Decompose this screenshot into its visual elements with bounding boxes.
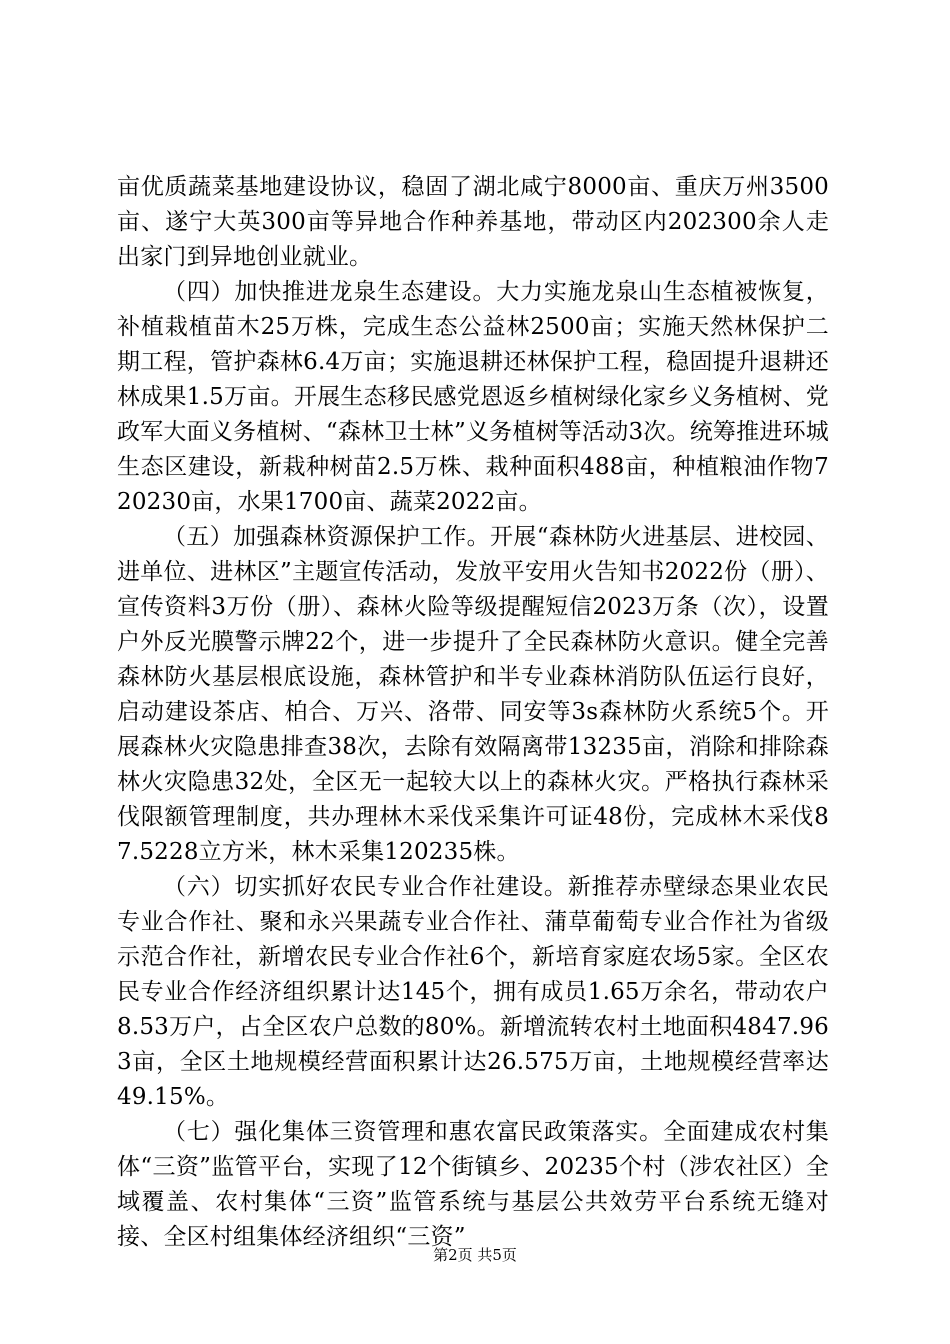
paragraph-forest-protection: （五）加强森林资源保护工作。开展“森林防火进基层、进校园、进单位、进林区”主题宣传活动，发放平安用火告知书2022份（册）、宣传资料3万份（册）、森林火险等级提醒短信2023万条（次），设置户外反光膜警示牌22个，进一步提升了全民森林防火意识。健全完善森林防火基层根底设施，森林管护和半专业森林消防队伍运行良好，启动建设茶店、柏合、万兴、洛带、同安等3s森林防火系统5个。开展森林火灾隐患排查38次，去除有效隔离带13235亩，消除和排除森林火灾隐患32处，全区无一起较大以上的森林火灾。严格执行森林采伐限额管理制度，共办理林木采伐采集许可证48份，完成林木采伐87.5228立方米，林木采集120235株。 <box>117 524 829 865</box>
paragraph-collective-assets: （七）强化集体三资管理和惠农富民政策落实。全面建成农村集体“三资”监管平台，实现了12个街镇乡、20235个村（涉农社区）全域覆盖、农村集体“三资”监管系统与基层公共效劳平台系统无缝对接、全区村组集体经济组织“三资” <box>117 1119 829 1250</box>
paragraph-ecology: （四）加快推进龙泉生态建设。大力实施龙泉山生态植被恢复，补植栽植苗木25万株，完成生态公益林2500亩；实施天然林保护二期工程，管护森林6.4万亩；实施退耕还林保护工程，稳固提升退耕还林成果1.5万亩。开展生态移民感党恩返乡植树绿化家乡义务植树、党政军大面义务植树、“森林卫士林”义务植树等活动3次。统筹推进环城生态区建设，新栽种树苗2.5万株、栽种面积488亩，种植粮油作物720230亩，水果1700亩、蔬菜2022亩。 <box>117 279 829 515</box>
page-number: 第2页 共5页 <box>433 1246 517 1264</box>
paragraph-continuation: 亩优质蔬菜基地建设协议，稳固了湖北咸宁8000亩、重庆万州3500亩、遂宁大英300亩等异地合作种养基地，带动区内202300余人走出家门到异地创业就业。 <box>117 174 829 270</box>
page-footer <box>0 1245 950 1265</box>
document-body <box>117 170 829 1255</box>
paragraph-cooperatives: （六）切实抓好农民专业合作社建设。新推荐赤壁绿态果业农民专业合作社、聚和永兴果蔬专业合作社、蒲草葡萄专业合作社为省级示范合作社，新增农民专业合作社6个，新培育家庭农场5家。全区农民专业合作经济组织累计达145个，拥有成员1.65万余名，带动农户8.53万户，占全区农户总数的80%。新增流转农村土地面积4847.963亩，全区土地规模经营面积累计达26.575万亩，土地规模经营率达49.15%。 <box>117 874 829 1110</box>
